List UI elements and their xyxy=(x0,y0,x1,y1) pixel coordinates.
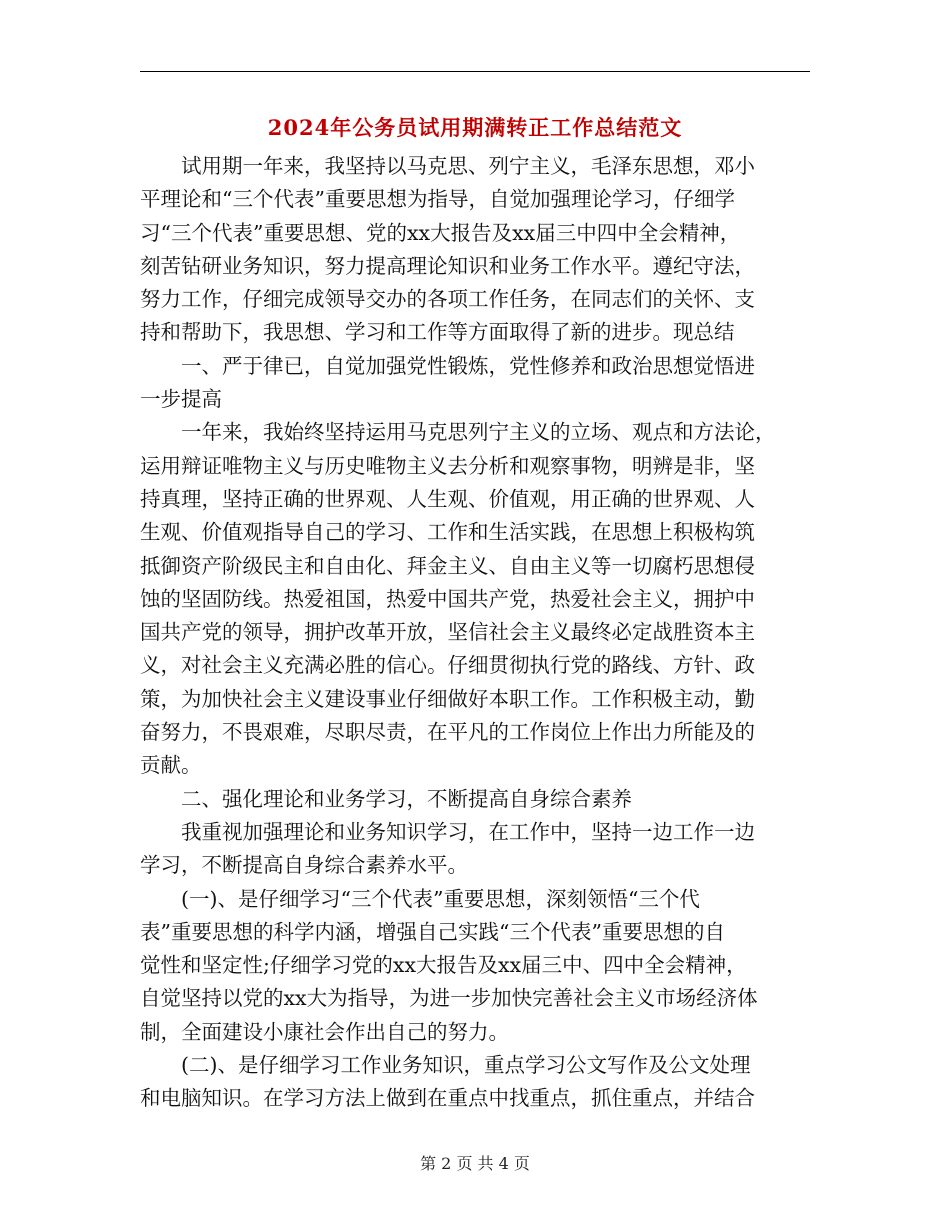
document-body xyxy=(140,150,810,1116)
text-line: 生观、价值观指导自己的学习、工作和生活实践，在思想上积极构筑 xyxy=(140,520,755,545)
text-line: 表”重要思想的科学内涵，增强自己实践“三个代表”重要思想的自 xyxy=(140,919,725,944)
text-line: 平理论和“三个代表”重要思想为指导，自觉加强理论学习，仔细学 xyxy=(140,187,735,212)
text-line: 抵御资产阶级民主和自由化、拜金主义、自由主义等一切腐朽思想侵 xyxy=(140,553,755,578)
page-number: 第 2 页 共 4 页 xyxy=(420,1154,530,1173)
text-line: 刻苦钻研业务知识，努力提高理论知识和业务工作水平。遵纪守法， xyxy=(140,253,755,278)
text-line: 蚀的坚固防线。热爱祖国，热爱中国共产党，热爱社会主义，拥护中 xyxy=(140,586,755,611)
text-line: 我重视加强理论和业务知识学习，在工作中，坚持一边工作一边 xyxy=(181,819,755,844)
text-line: 试用期一年来，我坚持以马克思、列宁主义，毛泽东思想，邓小 xyxy=(181,154,755,178)
section-heading-1-cont: 一步提高 xyxy=(140,387,222,412)
document-title: 2024年公务员试用期满转正工作总结范文 xyxy=(267,115,683,140)
header-rule xyxy=(140,71,810,72)
text-line: 持和帮助下，我思想、学习和工作等方面取得了新的进步。现总结 xyxy=(140,320,735,345)
text-line: 习“三个代表”重要思想、党的xx大报告及xx届三中四中全会精神， xyxy=(140,220,741,245)
text-line: 觉性和坚定性;仔细学习党的xx大报告及xx届三中、四中全会精神， xyxy=(140,953,747,978)
text-line: 策，为加快社会主义建设事业仔细做好本职工作。工作积极主动，勤 xyxy=(140,686,755,711)
section-heading-1: 一、严于律已，自觉加强党性锻炼，党性修养和政治思想觉悟进 xyxy=(181,353,755,378)
text-line: (一)、是仔细学习“三个代表”重要思想，深刻领悟“三个代 xyxy=(181,886,700,911)
text-line: 奋努力，不畏艰难，尽职尽责，在平凡的工作岗位上作出力所能及的 xyxy=(140,720,755,745)
text-line: 义，对社会主义充满必胜的信心。仔细贯彻执行党的路线、方针、政 xyxy=(140,653,755,678)
text-line: 运用辩证唯物主义与历史唯物主义去分析和观察事物，明辨是非，坚 xyxy=(140,453,755,478)
text-line: 国共产党的领导，拥护改革开放，坚信社会主义最终必定战胜资本主 xyxy=(140,620,755,645)
text-line: 努力工作，仔细完成领导交办的各项工作任务，在同志们的关怀、支 xyxy=(140,287,755,312)
text-line: 自觉坚持以党的xx大为指导，为进一步加快完善社会主义市场经济体 xyxy=(140,986,758,1011)
section-heading-2: 二、强化理论和业务学习，不断提高自身综合素养 xyxy=(181,786,632,811)
text-line: 一年来，我始终坚持运用马克思列宁主义的立场、观点和方法论， xyxy=(181,420,776,445)
text-line: 制，全面建设小康社会作出自己的努力。 xyxy=(140,1019,509,1044)
text-line: (二)、是仔细学习工作业务知识，重点学习公文写作及公文处理 xyxy=(181,1053,751,1078)
text-line: 学习，不断提高自身综合素养水平。 xyxy=(140,853,468,878)
text-line: 持真理，坚持正确的世界观、人生观、价值观，用正确的世界观、人 xyxy=(140,486,755,511)
text-line: 和电脑知识。在学习方法上做到在重点中找重点，抓住重点，并结合 xyxy=(140,1086,755,1111)
text-line: 贡献。 xyxy=(140,753,202,778)
